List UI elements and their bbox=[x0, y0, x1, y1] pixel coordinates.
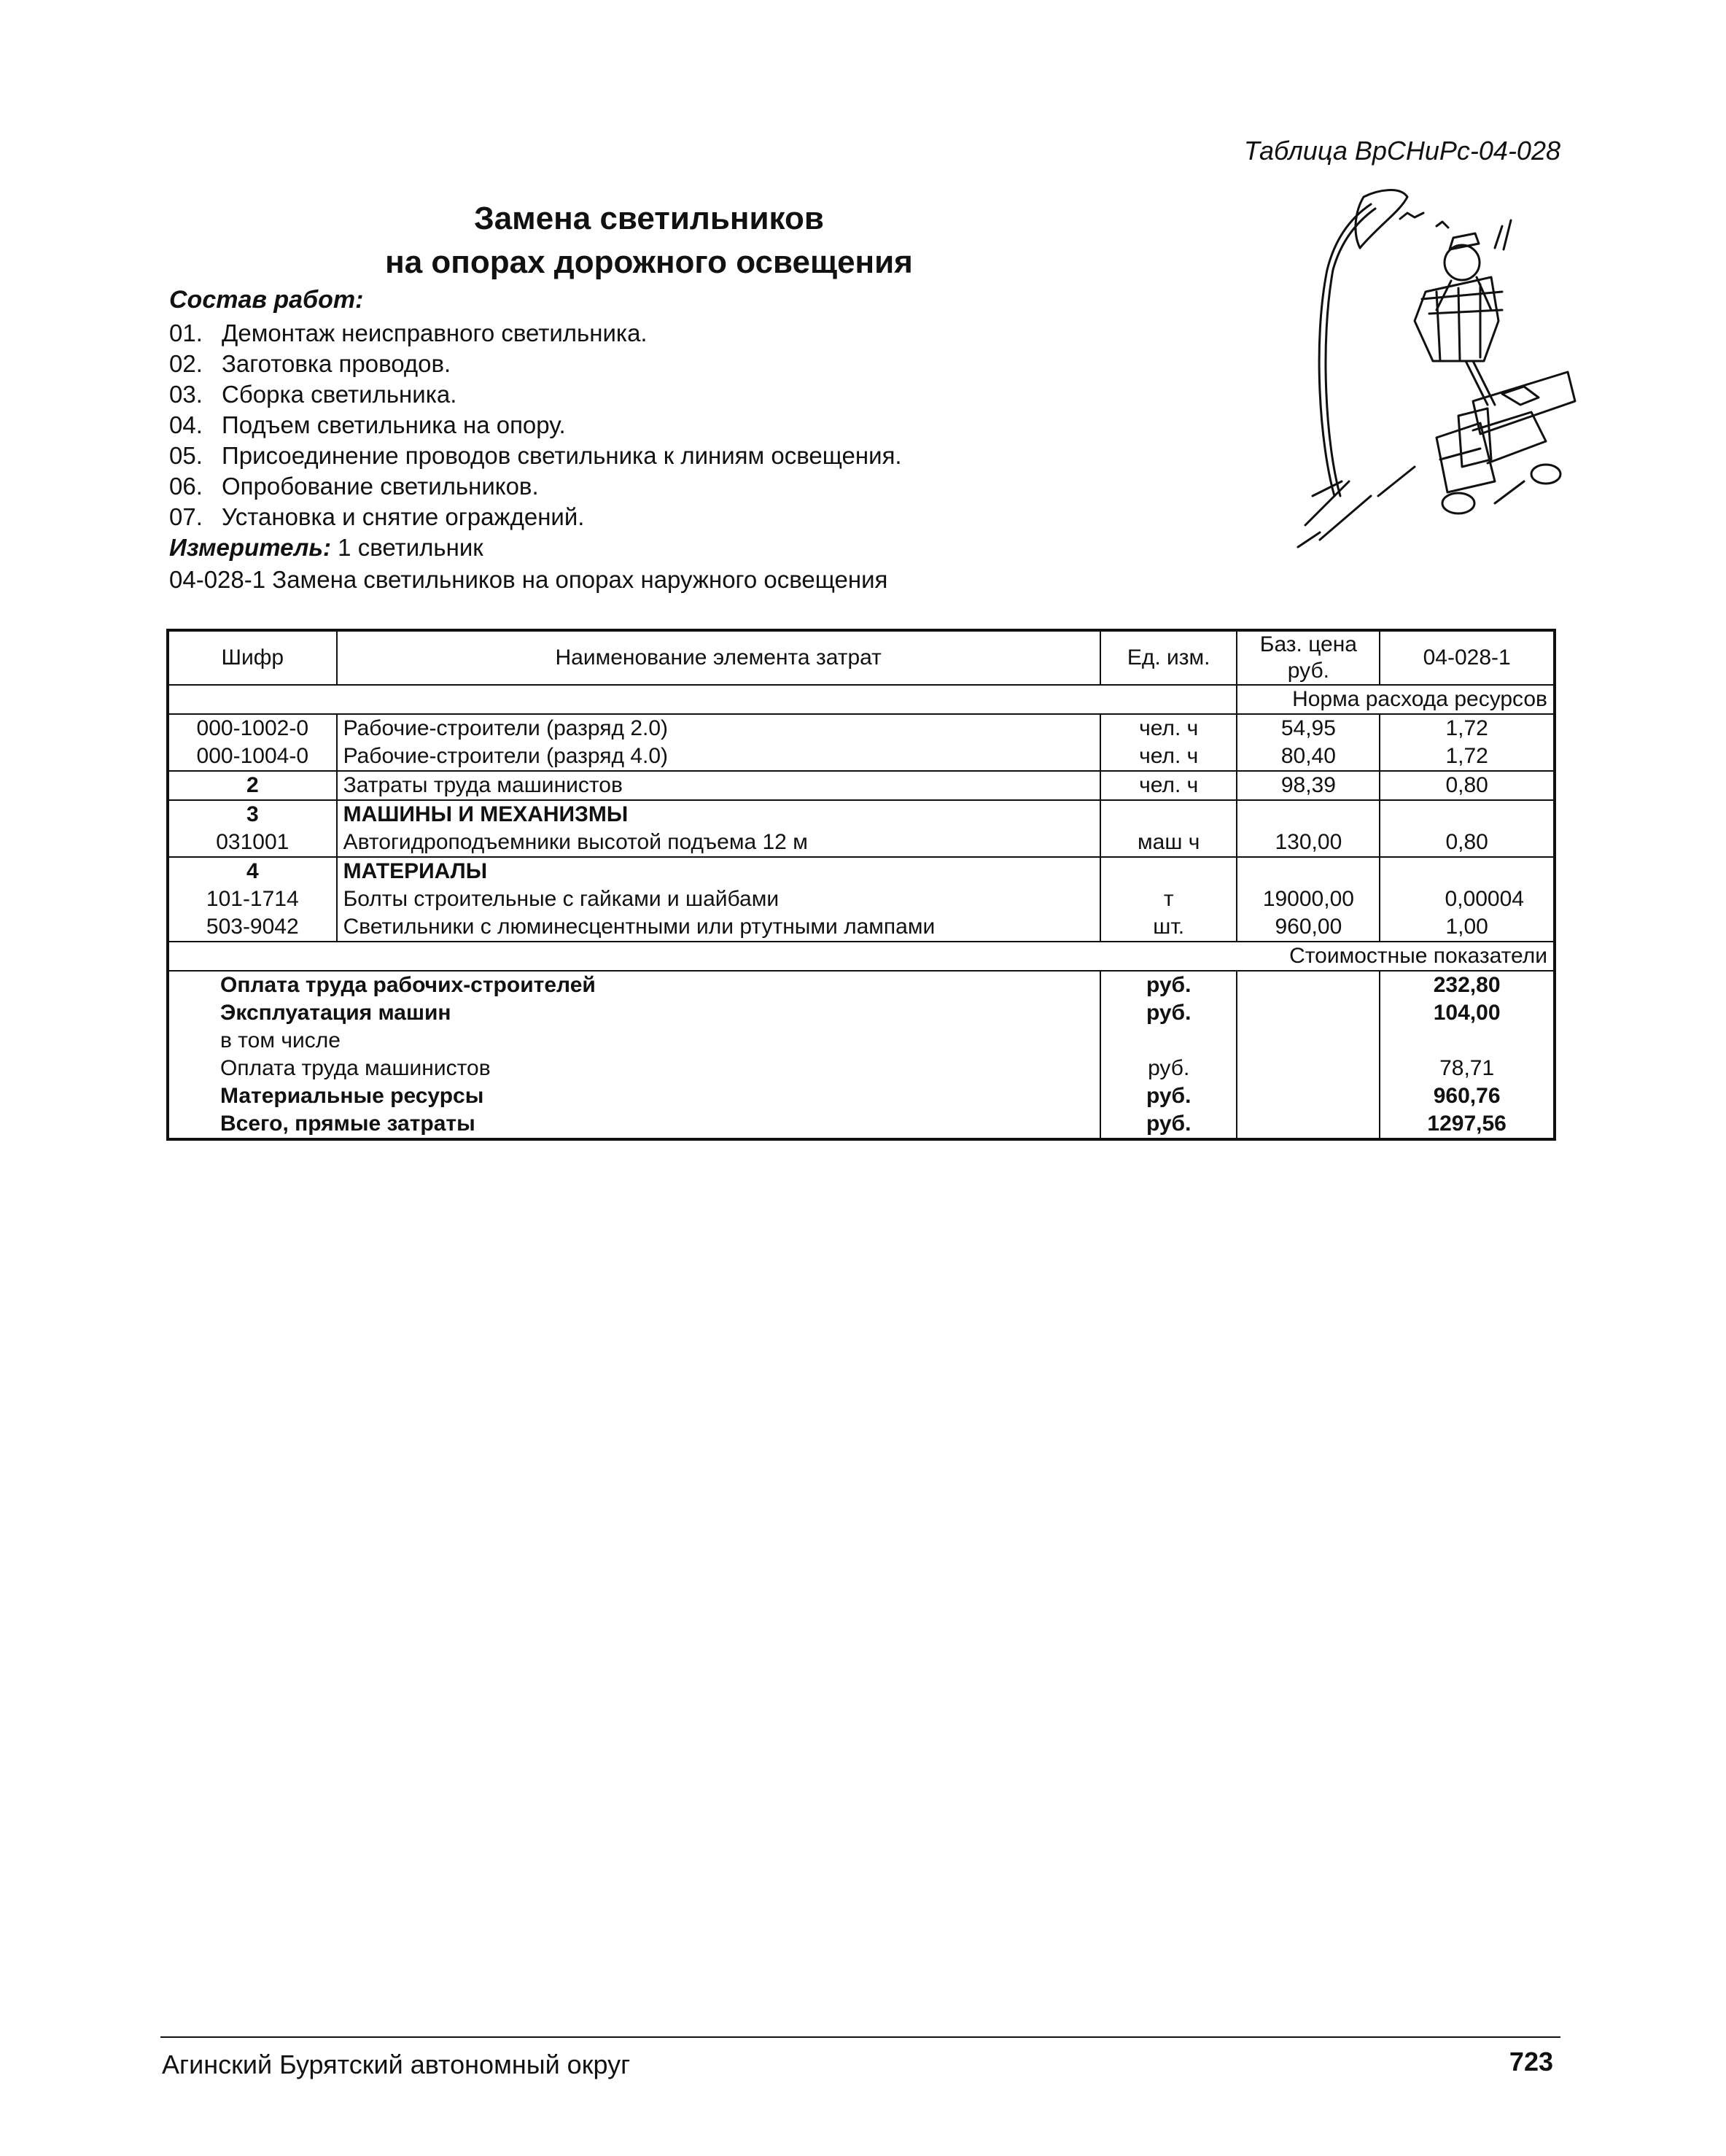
summary-row: Материальные ресурсы руб. 960,76 bbox=[168, 1082, 1555, 1110]
table-row: 2 Затраты труда машинистов чел. ч 98,39 0,80 bbox=[168, 771, 1555, 800]
footer-divider bbox=[160, 2036, 1560, 2038]
table-row: 000-1002-0 Рабочие-строители (разряд 2.0) чел. ч 54,95 1,72 bbox=[168, 714, 1555, 742]
code-line: 04-028-1 Замена светильников на опорах наружного освещения bbox=[169, 566, 888, 593]
summary-row: Эксплуатация машин руб. 104,00 bbox=[168, 999, 1555, 1027]
header-price: Баз. цена руб. bbox=[1237, 630, 1380, 685]
header-name: Наименование элемента затрат bbox=[337, 630, 1100, 685]
header-code: Шифр bbox=[168, 630, 337, 685]
header-norm: 04-028-1 bbox=[1380, 630, 1555, 685]
section-label-costs: Стоимостные показатели bbox=[1237, 942, 1555, 971]
list-item: 01. Демонтаж неисправного светильника. bbox=[169, 319, 648, 346]
cost-table bbox=[166, 629, 1556, 1141]
header-unit: Ед. изм. bbox=[1100, 630, 1237, 685]
title-line-2: на опорах дорожного освещения bbox=[385, 244, 913, 280]
measure-label: Измеритель: bbox=[169, 534, 331, 561]
bucket-truck-illustration bbox=[1291, 182, 1582, 554]
work-composition-heading: Состав работ: bbox=[169, 286, 364, 314]
list-item: 07. Установка и снятие ограждений. bbox=[169, 503, 585, 530]
table-row: 000-1004-0 Рабочие-строители (разряд 4.0) чел. ч 80,40 1,72 bbox=[168, 742, 1555, 771]
table-row: 101-1714 Болты строительные с гайками и шайбами т 19000,00 0,00004 bbox=[168, 885, 1555, 913]
list-item: 03. Сборка светильника. bbox=[169, 381, 457, 408]
summary-row: Оплата труда машинистов руб. 78,71 bbox=[168, 1055, 1555, 1082]
summary-row: Всего, прямые затраты руб. 1297,56 bbox=[168, 1110, 1555, 1139]
page-title bbox=[241, 197, 1057, 284]
table-row: 4 МАТЕРИАЛЫ bbox=[168, 857, 1555, 885]
table-header-row bbox=[168, 630, 1555, 685]
measure-value: 1 светильник bbox=[338, 534, 483, 561]
summary-row: Оплата труда рабочих-строителей руб. 232,80 bbox=[168, 971, 1555, 999]
title-line-1: Замена светильников bbox=[474, 201, 824, 236]
work-list bbox=[169, 318, 902, 532]
table-row: 031001 Автогидроподъемники высотой подъема 12 м маш ч 130,00 0,80 bbox=[168, 829, 1555, 857]
page-number: 723 bbox=[1509, 2047, 1553, 2076]
list-item: 05. Присоединение проводов светильника к линиям освещения. bbox=[169, 442, 902, 469]
section-label-norms: Норма расхода ресурсов bbox=[1237, 685, 1555, 714]
section-row bbox=[168, 942, 1555, 971]
list-item: 02. Заготовка проводов. bbox=[169, 350, 451, 377]
table-row: 3 МАШИНЫ И МЕХАНИЗМЫ bbox=[168, 800, 1555, 829]
table-row: 503-9042 Светильники с люминесцентными или ртутными лампами шт. 960,00 1,00 bbox=[168, 913, 1555, 942]
list-item: 04. Подъем светильника на опору. bbox=[169, 411, 566, 438]
footer-region: Агинский Бурятский автономный округ bbox=[162, 2050, 631, 2079]
section-row bbox=[168, 685, 1555, 714]
table-reference: Таблица ВрСНиРс-04-028 bbox=[1243, 136, 1560, 166]
list-item: 06. Опробование светильников. bbox=[169, 473, 539, 500]
summary-row: в том числе bbox=[168, 1027, 1555, 1055]
measure-line bbox=[169, 534, 483, 562]
